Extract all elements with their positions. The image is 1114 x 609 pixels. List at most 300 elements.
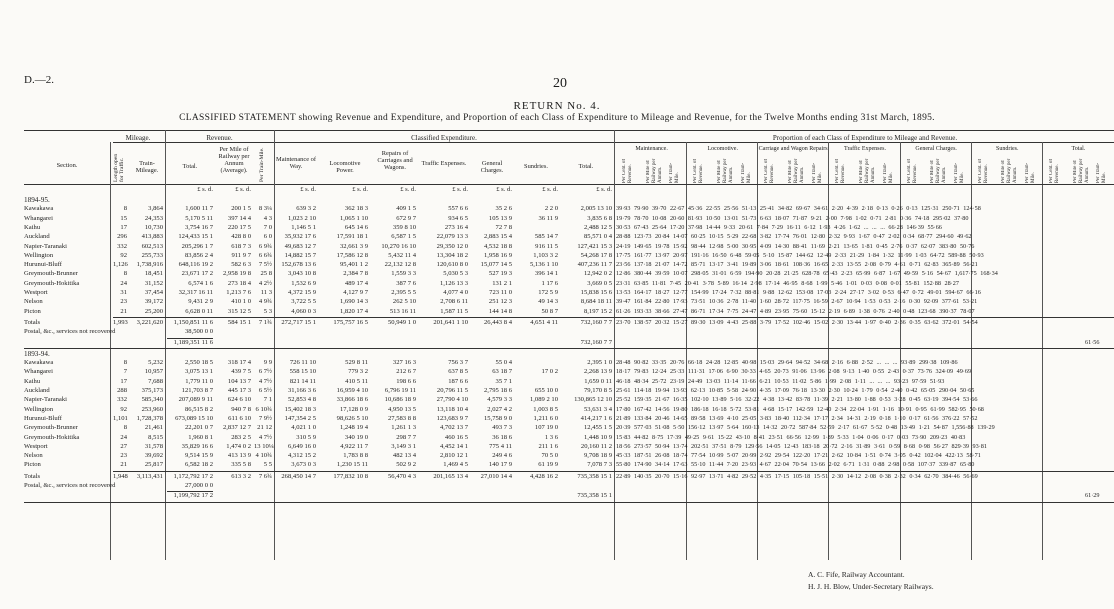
- cell-ptm: 7 5½: [258, 261, 272, 269]
- cell-tm: 8,515: [148, 433, 163, 441]
- cell-sundries: 1,211 6 0: [533, 414, 558, 422]
- proportion-values: 45·33 187·51 26·08 18·74 77·54 10·99 5·07 20·99 2·92 29·54 122·20 17·21 2·62 10·84 1·51 0·74 3·05 0·42 102·04 422·13 58·71: [616, 452, 981, 460]
- grand-expenditure: 735,358 15 1: [577, 492, 612, 500]
- cell-total: 2,268 13 9: [583, 368, 612, 376]
- prop-subcolumn-heading: Per Train-Mile.: [1096, 162, 1108, 183]
- cell-len: 1,993: [113, 318, 128, 326]
- cell-len: 21: [120, 307, 127, 315]
- proportion-values: 24·19 149·65 19·78 15·92 98·44 12·98 5·00 30·95 4·09 14·30 88·41 11·69 2·21 13·65 1·81 0·45 2·76 0·37 62·07 383·80 50·76: [616, 242, 975, 250]
- cell-ptm: 7 9½: [258, 414, 272, 422]
- proportion-values: 22·89 140·35 20·70 15·16 92·97 13·71 4·82 29·52 4·35 17·15 105·18 15·51 2·30 14·12 2·08 0·38 2·32 0·34 62·70 384·46 56·69: [616, 472, 978, 480]
- cell-general: 72 7 8: [495, 223, 512, 231]
- cell-maint: 35,932 17 6: [284, 233, 316, 241]
- cell-ptm: 7 1: [263, 396, 272, 404]
- cell-traffic: 273 16 4: [444, 223, 468, 231]
- col-revenue-total: Total.: [182, 163, 198, 170]
- cell-ptm: 13 10¼: [254, 442, 274, 450]
- cell-loco: 95,401 1 2: [339, 261, 368, 269]
- cell-tm: 255,733: [141, 251, 163, 259]
- cell-maint: 52,853 4 8: [287, 396, 316, 404]
- proportion-values: 17·75 161·77 13·97 20·97 191·16 16·50 6·48 59·05 5·10 15·87 144·62 12·49 2·33 21·29 1·84 1·32 11·99 1·03 64·72 589·88 50·93: [616, 251, 984, 259]
- cell-len: 7: [123, 368, 127, 376]
- cell-general: 15,077 14 5: [480, 261, 512, 269]
- table-row: [0, 243, 1114, 252]
- table-row: [0, 443, 1114, 452]
- prop-subcolumn-heading: Per Mile of Railway per Annum.: [716, 158, 734, 183]
- prop-group-heading: Sundries.: [996, 146, 1019, 152]
- proportion-values: 20·39 577·03 51·08 5·50 156·12 13·97 5·64 160·13 14·32 20·72 587·84 52·59 2·17 61·67 5·52 0·48 13·49 1·21 54·87 1,556·88 139·29: [616, 424, 995, 432]
- cell-total: 12,455 1 5: [583, 424, 612, 432]
- section-name: Kawakawa: [24, 205, 54, 213]
- grand-proportion: 61·29: [1085, 492, 1100, 500]
- section-name: Napier-Taranaki: [24, 396, 67, 404]
- cell-maint: 268,450 14 7: [281, 472, 316, 480]
- cell-rev: 124,433 15 1: [178, 233, 213, 241]
- currency-label: £ s. d.: [542, 186, 558, 193]
- cell-len: 23: [120, 298, 127, 306]
- table-row: [0, 406, 1114, 415]
- cell-repairs: 22,132 12 8: [384, 261, 416, 269]
- postal-revenue: 27,000 0 0: [184, 482, 213, 489]
- cell-repairs: 198 6 6: [396, 377, 416, 385]
- cell-traffic: 27,790 4 10: [436, 396, 468, 404]
- cell-len: 92: [120, 251, 127, 259]
- cell-tm: 253,960: [141, 405, 163, 413]
- cell-ptm: 4 10¾: [255, 452, 272, 460]
- cell-total: 15,838 15 6: [580, 289, 612, 296]
- cell-rev: 86,515 8 2: [184, 405, 213, 413]
- cell-loco: 16,959 4 10: [336, 387, 368, 394]
- proportion-values: 17·80 167·42 14·56 19·80 186·18 16·18 5·72 53·81 4·68 15·17 142·59 12·40 2·34 22·04 1·91 1·16 10·91 0·95 61·99 582·95 50·68: [616, 405, 984, 413]
- prop-subcolumn-heading: Per Mile of Railway per Annum.: [930, 158, 948, 183]
- cell-loco: 98,626 5 10: [336, 414, 368, 422]
- proportion-values: 23·56 137·18 21·07 14·72 85·71 13·17 3·41 19·89 3·06 18·61 108·36 16·65 2·33 13·55 2·08 0·79 4·61 0·71 62·83 365·89 56·21: [616, 261, 978, 269]
- cell-maint: 272,717 15 1: [281, 318, 316, 326]
- proportion-values: 39·93 79·90 39·70 22·67 45·36 22·55 25·56 51·13 25·41 34·82 69·67 34·61 2·20 4·39 2·18 0·13 0·26 0·13 125·31 250·71 124·58: [616, 205, 981, 213]
- section-name: Nelson: [24, 452, 43, 460]
- section-name: Totals: [24, 318, 41, 326]
- cell-sundries: 2 2 0: [544, 205, 558, 213]
- cell-tm: 10,730: [144, 223, 163, 231]
- cell-len: 288: [117, 387, 127, 394]
- cell-sundries: 70 5 0: [541, 452, 558, 460]
- cell-pm: 618 7 3: [231, 242, 251, 250]
- cell-ptm: 9 9: [263, 359, 272, 367]
- return-number: RETURN No. 4.: [513, 100, 601, 112]
- cell-traffic: 13,118 10 4: [436, 405, 468, 413]
- postal-label: Postal, &c., services not recovered: [24, 482, 116, 489]
- cell-loco: 410 5 11: [345, 377, 368, 385]
- currency-label: £ s. d.: [300, 186, 316, 193]
- cell-maint: 4,312 15 2: [287, 452, 316, 460]
- prop-subcolumn-heading: Per Cent. of Revenue.: [693, 158, 705, 183]
- col-locomotive: Locomotive Power.: [329, 160, 361, 174]
- cell-repairs: 50,949 1 0: [387, 318, 416, 326]
- prop-subcolumn-heading: Per Train-Mile.: [882, 162, 894, 183]
- cell-general: 27,010 14 4: [480, 472, 512, 480]
- cell-repairs: 6,796 19 11: [384, 387, 416, 394]
- postal-revenue: 38,500 0 0: [184, 328, 213, 336]
- cell-general: 140 17 9: [488, 461, 512, 469]
- prop-group-heading: Locomotive.: [707, 146, 738, 152]
- cell-sundries: 1,103 3 2: [533, 251, 558, 259]
- cell-repairs: 2,395 5 5: [391, 289, 416, 296]
- cell-repairs: 6,587 1 5: [391, 233, 416, 241]
- prop-group-heading: General Charges.: [915, 146, 957, 152]
- cell-pm: 200 1 5: [231, 205, 251, 213]
- cell-tm: 1,728,378: [136, 414, 163, 422]
- year-heading: 1893-94.: [24, 349, 50, 358]
- cell-general: 105 13 9: [488, 214, 512, 222]
- section-name: Whangarei: [24, 214, 53, 222]
- cell-sundries: 4,651 4 11: [530, 318, 558, 326]
- cell-total: 3,669 0 5: [587, 279, 612, 287]
- cell-ptm: 25 8: [260, 270, 272, 278]
- cell-repairs: 298 7 7: [396, 433, 416, 441]
- cell-loco: 1,230 15 11: [336, 461, 368, 469]
- cell-general: 2,027 4 2: [487, 405, 512, 413]
- postal-label: Postal, &c., services not recovered: [24, 328, 116, 336]
- cell-maint: 639 3 2: [296, 205, 316, 213]
- proportion-values: 15·83 44·82 8·75 17·39 49·25 9·61 15·22 43·10 8·41 23·51 66·56 12·99 1·89 5·33 1·04 0·06 0·17 0·03 73·90 209·23 40·83: [616, 433, 966, 441]
- cell-tm: 5,232: [148, 359, 163, 367]
- cell-maint: 821 14 11: [289, 377, 316, 385]
- cell-tm: 39,692: [144, 452, 163, 460]
- cell-ptm: 7 0: [263, 223, 272, 231]
- cell-pm: 584 15 1: [227, 318, 251, 326]
- header-rule: [24, 184, 1114, 185]
- cell-general: 4,579 3 3: [487, 396, 512, 404]
- cell-tm: 31,578: [144, 442, 163, 450]
- cell-rev: 83,856 2 4: [184, 251, 213, 259]
- cell-repairs: 482 13 4: [392, 452, 416, 460]
- table-row: [0, 378, 1114, 387]
- prop-group-heading: Total.: [1071, 146, 1086, 152]
- cell-traffic: 934 6 5: [448, 214, 468, 222]
- table-row: [0, 233, 1114, 242]
- cell-loco: 33,866 18 6: [336, 396, 368, 404]
- cell-rev: 32,317 16 11: [178, 289, 213, 296]
- proportion-values: 23·70 138·57 20·32 15·27 89·30 13·09 4·43 25·88 3·79 17·52 102·46 15·02 2·30 13·44 1·97 0·40 2·36 0·35 63·62 372·01 54·54: [616, 318, 978, 326]
- cell-ptm: 7 1¾: [258, 318, 272, 326]
- cell-traffic: 187 6 6: [448, 377, 468, 385]
- cell-total: 414,217 1 6: [580, 414, 612, 422]
- proportion-values: 25·52 159·35 21·67 16·35 102·10 13·89 5·16 32·22 4·38 13·42 83·78 11·39 2·21 13·80 1·88 0·53 3·28 0·45 63·19 394·54 53·66: [616, 396, 978, 404]
- cell-len: 23: [120, 452, 127, 460]
- cell-general: 55 0 4: [495, 359, 512, 367]
- grand-total-row: [0, 339, 1114, 348]
- cell-maint: 1,146 5 1: [291, 223, 316, 231]
- cell-maint: 147,354 2 5: [284, 414, 316, 422]
- cell-traffic: 4,452 14 1: [439, 442, 468, 450]
- cell-ptm: 4 7½: [258, 433, 272, 441]
- cell-loco: 1,690 14 3: [339, 298, 368, 306]
- cell-ptm: 8 3¼: [258, 205, 272, 213]
- page-number: 20: [553, 76, 567, 91]
- cell-total: 79,170 8 5: [583, 387, 612, 394]
- cell-repairs: 5,432 11 4: [388, 251, 416, 259]
- cell-total: 8,197 15 2: [583, 307, 612, 315]
- cell-sundries: 1 17 6: [541, 279, 558, 287]
- cell-sundries: 396 14 1: [534, 270, 558, 278]
- cell-len: 17: [120, 377, 127, 385]
- cell-pm: 613 3 2: [231, 472, 251, 480]
- cell-pm: 283 2 5: [231, 433, 251, 441]
- cell-repairs: 387 7 6: [396, 279, 416, 287]
- cell-traffic: 201,165 13 4: [433, 472, 468, 480]
- cell-pm: 104 13 7: [227, 377, 251, 385]
- cell-sundries: 655 10 0: [534, 387, 558, 394]
- cell-rev: 1,150,851 11 6: [173, 318, 213, 326]
- table-row: [0, 434, 1114, 443]
- cell-tm: 585,340: [141, 396, 163, 404]
- cell-total: 2,395 1 0: [587, 359, 612, 367]
- cell-sundries: 49 14 3: [538, 298, 558, 306]
- cell-len: 24: [120, 433, 127, 441]
- cell-rev: 1,960 8 1: [188, 433, 213, 441]
- section-name: Wellington: [24, 251, 54, 259]
- cell-tm: 21,461: [144, 424, 163, 432]
- cell-traffic: 1,587 11 5: [440, 307, 468, 315]
- cell-general: 35 7 1: [495, 377, 512, 385]
- cell-ptm: 5 5: [263, 461, 272, 469]
- cell-len: 1,101: [113, 414, 128, 422]
- cell-rev: 9,431 2 9: [188, 298, 213, 306]
- cell-total: 1,659 0 11: [584, 377, 612, 385]
- cell-repairs: 1,261 1 3: [391, 424, 416, 432]
- cell-len: 31: [120, 289, 127, 296]
- cell-maint: 4,372 15 9: [287, 289, 316, 296]
- cell-general: 1,958 16 9: [483, 251, 512, 259]
- cell-rev: 1,779 11 0: [185, 377, 213, 385]
- cell-pm: 318 17 4: [227, 359, 251, 367]
- cell-total: 20,160 11 2: [580, 442, 612, 450]
- cell-rev: 3,075 13 1: [184, 368, 213, 376]
- cell-total: 7,078 7 3: [587, 461, 612, 469]
- currency-label-row: [0, 186, 1114, 195]
- cell-loco: 489 17 4: [344, 279, 368, 287]
- cell-general: 131 2 1: [492, 279, 512, 287]
- cell-pm: 410 1 0: [231, 298, 251, 306]
- cell-general: 251 12 3: [488, 298, 512, 306]
- col-sundries: Sundries.: [524, 163, 548, 170]
- cell-loco: 4,127 9 7: [343, 289, 368, 296]
- cell-traffic: 1,126 13 3: [439, 279, 468, 287]
- cell-repairs: 1,559 3 3: [391, 270, 416, 278]
- proportion-values: 23·31 63·85 11·81 7·45 20·41 3·78 5·89 16·14 2·98 17·14 46·95 8·68 1·99 5·46 1·01 0·03 0·08 0·01 55·81 152·88 28·27: [616, 279, 959, 287]
- proportion-values: 28·88 123·73 20·84 14·07 60·25 10·15 5·29 22·68 3·82 17·74 76·01 12·80 2·32 9·93 1·67 0·47 2·02 0·34 68·77 294·60 49·62: [616, 233, 972, 241]
- prop-subcolumn-heading: Per Mile of Railway per Annum.: [1072, 158, 1090, 183]
- cell-maint: 14,882 15 7: [284, 251, 316, 259]
- cell-repairs: 262 5 10: [392, 298, 416, 306]
- cell-total: 407,236 11 7: [577, 261, 612, 269]
- cell-repairs: 4,950 13 5: [387, 405, 416, 413]
- cell-maint: 6,649 16 0: [287, 442, 316, 450]
- cell-rev: 6,582 18 2: [184, 461, 213, 469]
- cell-total: 2,488 12 5: [583, 223, 612, 231]
- cell-tm: 413,883: [141, 233, 163, 241]
- cell-maint: 310 5 9: [296, 433, 316, 441]
- cell-loco: 32,661 3 9: [339, 242, 368, 250]
- cell-rev: 1,172,792 17 2: [173, 472, 213, 480]
- table-row: [0, 215, 1114, 224]
- proportion-values: 61·26 193·33 38·66 27·47 86·71 17·34 7·75 24·47 4·89 23·95 75·60 15·12 2·19 6·89 1·38 0·76 2·40 0·48 123·68 390·37 78·07: [616, 307, 975, 315]
- cell-loco: 17,591 18 1: [336, 233, 368, 241]
- cell-total: 130,865 12 10: [574, 396, 612, 404]
- cell-len: 15: [120, 214, 127, 222]
- proportion-values: 30·53 67·43 25·64 17·20 37·98 14·44 9·33 20·61 7·84 7·29 16·11 6·12 1·93 4·26 1·62 ... ... ... 66·28 146·39 55·66: [616, 223, 942, 231]
- cell-len: 8: [123, 205, 127, 213]
- cell-loco: 1,248 19 4: [339, 424, 368, 432]
- cell-pm: 439 7 5: [231, 368, 251, 376]
- postal-row: [0, 482, 1114, 491]
- prop-subcolumn-heading: Per Cent. of Revenue.: [622, 158, 633, 183]
- cell-pm: 413 13 9: [227, 452, 251, 460]
- section-rule: [24, 348, 1114, 349]
- currency-label: £ s. d.: [596, 186, 612, 193]
- cell-total: 8,684 18 11: [580, 298, 612, 306]
- cell-sundries: 50 8 7: [541, 307, 558, 315]
- cell-maint: 4,021 1 0: [291, 424, 316, 432]
- cell-maint: 152,678 13 6: [281, 261, 316, 269]
- cell-rev: 6,574 1 6: [188, 279, 213, 287]
- cell-tm: 10,957: [144, 368, 163, 376]
- cell-pm: 940 7 8: [231, 405, 251, 413]
- cell-rev: 23,671 17 2: [181, 270, 213, 278]
- section-name: Greymouth-Brunner: [24, 270, 78, 278]
- cell-ptm: 21 12: [257, 424, 272, 432]
- proportion-values: 21·89 133·84 20·46 14·65 89·58 13·69 4·10 25·05 3·83 18·40 112·34 17·17 2·34 14·31 2·19 0·18 1·10 0·17 61·56 376·22 57·52: [616, 414, 978, 422]
- cell-general: 2,795 18 6: [483, 387, 512, 394]
- cell-general: 35 2 6: [495, 205, 512, 213]
- cell-total: 1,448 10 9: [583, 433, 612, 441]
- cell-maint: 1,532 6 9: [291, 279, 316, 287]
- prop-group-heading: Traffic Expenses.: [843, 146, 886, 152]
- table-row: [0, 452, 1114, 461]
- cell-tm: 3,864: [148, 205, 163, 213]
- grand-revenue: 1,189,351 11 6: [173, 338, 213, 346]
- cell-loco: 2,384 7 8: [343, 270, 368, 278]
- table-row: [0, 205, 1114, 214]
- cell-tm: 7,688: [148, 377, 163, 385]
- cell-ptm: 11 3: [260, 289, 272, 296]
- signature-under-secretary: H. J. H. Blow, Under-Secretary Railways.: [808, 582, 934, 591]
- cell-maint: 3,722 5 5: [291, 298, 316, 306]
- cell-ptm: 5 3: [263, 307, 272, 315]
- cell-len: 17: [120, 223, 127, 231]
- cell-ptm: 6 6¾: [258, 251, 272, 259]
- prop-subcolumn-heading: Per Train-Mile.: [954, 162, 965, 183]
- cell-maint: 3,043 10 8: [287, 270, 316, 278]
- cell-sundries: 107 19 0: [534, 424, 558, 432]
- cell-rev: 673,089 15 10: [175, 414, 213, 422]
- cell-repairs: 10,270 16 10: [381, 242, 416, 250]
- group-revenue: Revenue.: [206, 134, 233, 142]
- cell-len: 27: [120, 442, 127, 450]
- cell-rev: 6,628 0 11: [185, 307, 213, 315]
- cell-loco: 779 3 2: [348, 368, 368, 376]
- cell-general: 2,883 15 4: [483, 233, 512, 241]
- year-heading: 1894-95.: [24, 196, 50, 204]
- col-expenditure-total: Total.: [578, 163, 594, 170]
- cell-len: 8: [123, 359, 127, 367]
- cell-tm: 31,152: [144, 279, 163, 287]
- cell-traffic: 756 3 7: [448, 359, 468, 367]
- cell-general: 144 14 8: [488, 307, 512, 315]
- cell-total: 3,835 6 8: [587, 214, 612, 222]
- group-classified-expenditure: Classified Expenditure.: [411, 134, 477, 142]
- cell-traffic: 22,079 13 3: [436, 233, 468, 241]
- cell-total: 2,005 13 10: [580, 205, 612, 213]
- cell-len: 21: [120, 461, 127, 469]
- cell-total: 85,571 0 4: [583, 233, 612, 241]
- prop-subcolumn-heading: Per Train-Mile.: [811, 162, 823, 183]
- cell-traffic: 460 16 5: [444, 433, 468, 441]
- cell-ptm: 4 3: [263, 214, 272, 222]
- cell-total: 732,160 7 7: [580, 318, 612, 326]
- cell-repairs: 502 9 2: [396, 461, 416, 469]
- prop-subcolumn-heading: Per Cent. of Revenue.: [977, 158, 989, 183]
- prop-subcolumn-heading: Per Train-Mile.: [740, 162, 752, 183]
- table-row: [0, 396, 1114, 405]
- prop-subcolumn-heading: Per Mile of Railway per Annum.: [788, 158, 805, 183]
- table-row: [0, 359, 1114, 368]
- cell-tm: 3,113,431: [136, 472, 163, 480]
- cell-sundries: 4,428 16 2: [529, 472, 558, 480]
- cell-ptm: 7 6¾: [258, 472, 272, 480]
- prop-subcolumn-heading: Per Cent. of Revenue.: [764, 158, 776, 183]
- cell-total: 53,631 3 4: [583, 405, 612, 413]
- cell-sundries: 36 11 9: [538, 214, 558, 222]
- cell-pm: 2,958 19 8: [222, 270, 251, 278]
- proportion-values: 13·53 164·17 18·27 12·77 154·99 17·24 7·32 88·81 9·88 12·62 153·08 17·03 2·24 27·17 3·02 0·53 6·47 0·72 49·01 594·67 66·16: [616, 289, 981, 296]
- cell-sundries: 585 14 7: [534, 233, 558, 241]
- totals-row: [0, 319, 1114, 328]
- col-maintenance: Maintenance of Way.: [276, 156, 316, 170]
- cell-total: 9,708 18 9: [583, 452, 612, 460]
- statement-title: CLASSIFIED STATEMENT showing Revenue and Expenditure, and Proportion of each Class of Expenditure to Mileage and Revenue, for the Twelve Months ending 31st March, 1895.: [179, 113, 935, 123]
- cell-traffic: 637 8 5: [448, 368, 468, 376]
- cell-loco: 340 19 0: [344, 433, 368, 441]
- cell-tm: 25,200: [144, 307, 163, 315]
- section-name: Picton: [24, 307, 41, 315]
- grand-revenue: 1,199,792 17 2: [173, 492, 213, 500]
- section-name: Westport: [24, 442, 48, 450]
- section-name: Whangarei: [24, 368, 53, 376]
- cell-tm: 375,173: [141, 387, 163, 394]
- cell-len: 296: [117, 233, 127, 241]
- cell-loco: 529 8 11: [345, 359, 368, 367]
- cell-rev: 9,514 15 9: [184, 452, 213, 460]
- table-row: [0, 298, 1114, 307]
- prop-subcolumn-heading: Per Cent. of Revenue.: [835, 158, 847, 183]
- cell-rev: 121,703 8 7: [181, 387, 213, 394]
- cell-total: 54,268 17 8: [580, 251, 612, 259]
- section-name: Nelson: [24, 298, 43, 306]
- col-train-mileage: Train-Mileage.: [135, 160, 159, 174]
- cell-general: 493 7 3: [492, 424, 512, 432]
- table-row: [0, 289, 1114, 298]
- table-row: [0, 368, 1114, 377]
- cell-ptm: 4 2½: [258, 279, 272, 287]
- cell-len: 24: [120, 279, 127, 287]
- section-name: Greymouth-Brunner: [24, 424, 78, 432]
- cell-tm: 1,738,916: [136, 261, 163, 269]
- cell-len: 8: [123, 424, 127, 432]
- cell-sundries: 61 19 9: [538, 461, 558, 469]
- cell-repairs: 3,149 3 1: [391, 442, 416, 450]
- proportion-values: 18·56 273·57 50·94 13·74 202·51 37·51 8·79 129·56 14·05 12·43 183·18 20·72 2·16 31·89 3·61 0·59 8·68 0·98 56·27 829·39 93·81: [616, 442, 987, 450]
